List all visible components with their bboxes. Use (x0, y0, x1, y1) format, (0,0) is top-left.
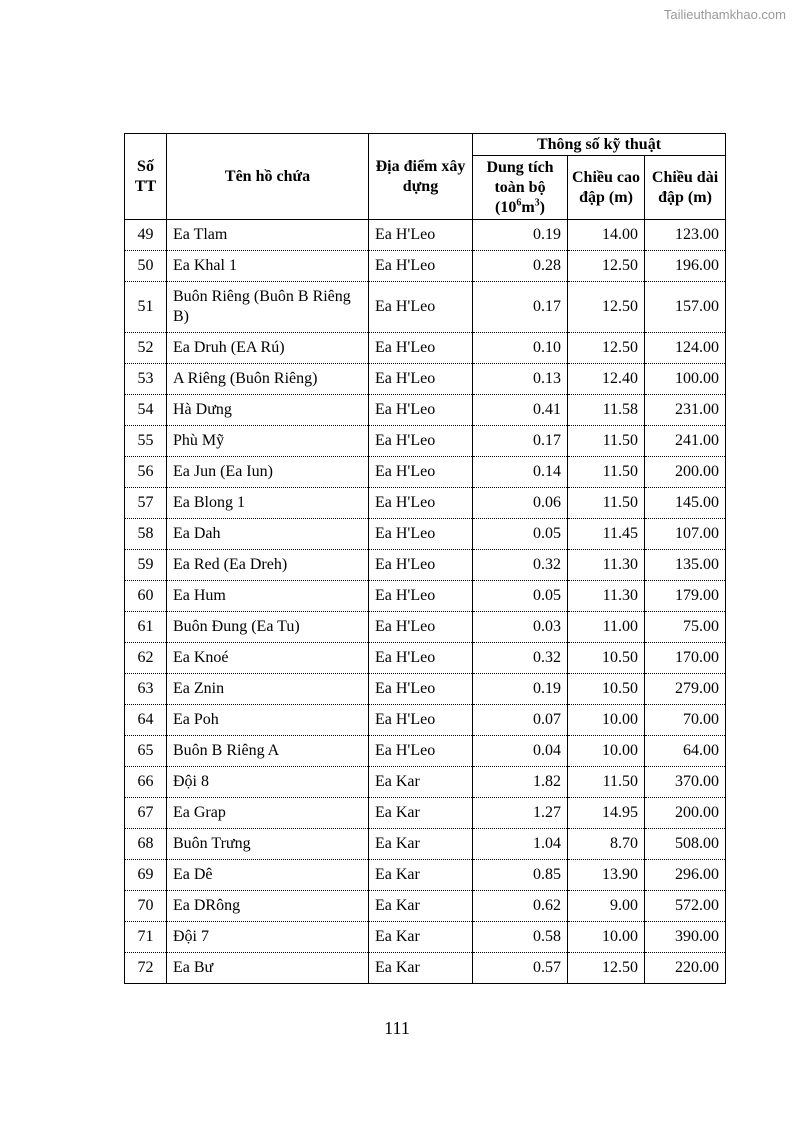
cell-place: Ea H'Leo (369, 426, 473, 457)
cell-name: Buôn Riêng (Buôn B Riêng B) (167, 282, 369, 333)
cell-place: Ea H'Leo (369, 364, 473, 395)
cell-height: 11.58 (568, 395, 645, 426)
cell-volume: 0.19 (473, 674, 568, 705)
table-row (125, 767, 726, 798)
cell-stt: 52 (125, 333, 167, 364)
cell-length: 179.00 (645, 581, 726, 612)
cell-length: 123.00 (645, 220, 726, 251)
cell-length: 135.00 (645, 550, 726, 581)
table-row (125, 550, 726, 581)
table-row (125, 674, 726, 705)
header-name: Tên hồ chứa (167, 134, 369, 220)
watermark: Tailieuthamkhao.com (663, 7, 786, 22)
cell-stt: 53 (125, 364, 167, 395)
cell-height: 14.00 (568, 220, 645, 251)
cell-place: Ea H'Leo (369, 220, 473, 251)
cell-stt: 50 (125, 251, 167, 282)
cell-stt: 63 (125, 674, 167, 705)
header-length: Chiều dài đập (m) (645, 156, 726, 220)
cell-length: 508.00 (645, 829, 726, 860)
cell-place: Ea H'Leo (369, 395, 473, 426)
cell-stt: 66 (125, 767, 167, 798)
cell-volume: 0.57 (473, 953, 568, 984)
cell-volume: 0.07 (473, 705, 568, 736)
cell-stt: 56 (125, 457, 167, 488)
header-volume (473, 156, 568, 220)
table-row (125, 829, 726, 860)
cell-length: 170.00 (645, 643, 726, 674)
cell-length: 157.00 (645, 282, 726, 333)
cell-stt: 54 (125, 395, 167, 426)
cell-name: Phù Mỹ (167, 426, 369, 457)
cell-place: Ea H'Leo (369, 488, 473, 519)
cell-name: Ea Tlam (167, 220, 369, 251)
cell-name: Ea Druh (EA Rú) (167, 333, 369, 364)
cell-height: 9.00 (568, 891, 645, 922)
cell-height: 10.00 (568, 922, 645, 953)
cell-name: Buôn Trưng (167, 829, 369, 860)
table-row (125, 282, 726, 333)
table-row (125, 457, 726, 488)
cell-stt: 58 (125, 519, 167, 550)
cell-name: Đội 8 (167, 767, 369, 798)
cell-height: 10.00 (568, 736, 645, 767)
cell-name: Ea Jun (Ea Iun) (167, 457, 369, 488)
cell-height: 13.90 (568, 860, 645, 891)
cell-volume: 0.14 (473, 457, 568, 488)
cell-name: Ea Dê (167, 860, 369, 891)
table-row (125, 519, 726, 550)
cell-place: Ea H'Leo (369, 282, 473, 333)
cell-stt: 65 (125, 736, 167, 767)
cell-stt: 61 (125, 612, 167, 643)
cell-place: Ea Kar (369, 767, 473, 798)
cell-height: 11.30 (568, 550, 645, 581)
cell-length: 231.00 (645, 395, 726, 426)
cell-stt: 57 (125, 488, 167, 519)
cell-name: Ea Dah (167, 519, 369, 550)
cell-place: Ea H'Leo (369, 581, 473, 612)
cell-volume: 0.17 (473, 426, 568, 457)
table-row (125, 333, 726, 364)
cell-length: 296.00 (645, 860, 726, 891)
cell-length: 107.00 (645, 519, 726, 550)
cell-volume: 0.06 (473, 488, 568, 519)
cell-name: A Riêng (Buôn Riêng) (167, 364, 369, 395)
cell-length: 370.00 (645, 767, 726, 798)
cell-length: 572.00 (645, 891, 726, 922)
cell-place: Ea Kar (369, 829, 473, 860)
cell-stt: 49 (125, 220, 167, 251)
cell-place: Ea H'Leo (369, 550, 473, 581)
cell-stt: 62 (125, 643, 167, 674)
cell-length: 145.00 (645, 488, 726, 519)
cell-stt: 69 (125, 860, 167, 891)
table-row (125, 220, 726, 251)
cell-name: Ea Bư (167, 953, 369, 984)
header-place: Địa điểm xây dựng (369, 134, 473, 220)
cell-height: 10.50 (568, 643, 645, 674)
table-header (125, 134, 726, 220)
cell-stt: 64 (125, 705, 167, 736)
header-technical-group: Thông số kỹ thuật (473, 134, 726, 156)
cell-stt: 60 (125, 581, 167, 612)
cell-place: Ea H'Leo (369, 736, 473, 767)
cell-volume: 1.04 (473, 829, 568, 860)
cell-volume: 0.32 (473, 643, 568, 674)
cell-stt: 59 (125, 550, 167, 581)
table-row (125, 581, 726, 612)
cell-volume: 0.04 (473, 736, 568, 767)
cell-height: 11.50 (568, 488, 645, 519)
cell-length: 241.00 (645, 426, 726, 457)
cell-height: 8.70 (568, 829, 645, 860)
cell-volume: 1.27 (473, 798, 568, 829)
cell-length: 196.00 (645, 251, 726, 282)
cell-height: 11.50 (568, 426, 645, 457)
header-volume-unit: $(10^6m^3)$ (495, 197, 545, 216)
table-row (125, 426, 726, 457)
cell-height: 12.50 (568, 953, 645, 984)
cell-length: 200.00 (645, 798, 726, 829)
cell-volume: 0.05 (473, 519, 568, 550)
cell-name: Hà Dưng (167, 395, 369, 426)
cell-length: 75.00 (645, 612, 726, 643)
cell-height: 11.50 (568, 767, 645, 798)
cell-height: 12.40 (568, 364, 645, 395)
cell-volume: 0.58 (473, 922, 568, 953)
cell-volume: 0.28 (473, 251, 568, 282)
cell-name: Ea Red (Ea Dreh) (167, 550, 369, 581)
cell-name: Ea Grap (167, 798, 369, 829)
cell-name: Ea Khal 1 (167, 251, 369, 282)
cell-name: Ea DRông (167, 891, 369, 922)
cell-stt: 51 (125, 282, 167, 333)
table-row (125, 364, 726, 395)
cell-place: Ea Kar (369, 798, 473, 829)
cell-place: Ea H'Leo (369, 612, 473, 643)
table-row (125, 643, 726, 674)
cell-stt: 71 (125, 922, 167, 953)
cell-length: 390.00 (645, 922, 726, 953)
cell-height: 12.50 (568, 282, 645, 333)
cell-place: Ea Kar (369, 860, 473, 891)
header-height: Chiều cao đập (m) (568, 156, 645, 220)
cell-height: 10.00 (568, 705, 645, 736)
cell-height: 11.45 (568, 519, 645, 550)
cell-name: Ea Knoé (167, 643, 369, 674)
table-row (125, 612, 726, 643)
cell-height: 11.00 (568, 612, 645, 643)
cell-volume: 0.17 (473, 282, 568, 333)
cell-place: Ea H'Leo (369, 457, 473, 488)
cell-name: Ea Znin (167, 674, 369, 705)
cell-length: 200.00 (645, 457, 726, 488)
cell-volume: 1.82 (473, 767, 568, 798)
cell-volume: 0.62 (473, 891, 568, 922)
cell-stt: 68 (125, 829, 167, 860)
cell-height: 12.50 (568, 251, 645, 282)
cell-height: 11.50 (568, 457, 645, 488)
cell-length: 100.00 (645, 364, 726, 395)
cell-stt: 55 (125, 426, 167, 457)
cell-height: 14.95 (568, 798, 645, 829)
table-row (125, 736, 726, 767)
cell-place: Ea Kar (369, 891, 473, 922)
cell-height: 10.50 (568, 674, 645, 705)
cell-name: Ea Hum (167, 581, 369, 612)
cell-name: Buôn B Riêng A (167, 736, 369, 767)
cell-length: 279.00 (645, 674, 726, 705)
cell-stt: 67 (125, 798, 167, 829)
cell-stt: 72 (125, 953, 167, 984)
cell-length: 70.00 (645, 705, 726, 736)
table-row (125, 953, 726, 984)
cell-height: 11.30 (568, 581, 645, 612)
cell-name: Buôn Đung (Ea Tu) (167, 612, 369, 643)
table-row (125, 251, 726, 282)
cell-volume: 0.32 (473, 550, 568, 581)
table-row (125, 860, 726, 891)
header-stt: Số TT (125, 134, 167, 220)
table-body (125, 220, 726, 984)
cell-place: Ea Kar (369, 922, 473, 953)
cell-volume: 0.41 (473, 395, 568, 426)
table-row (125, 488, 726, 519)
cell-name: Ea Blong 1 (167, 488, 369, 519)
cell-name: Ea Poh (167, 705, 369, 736)
table-row (125, 922, 726, 953)
page-number: 111 (384, 1018, 410, 1038)
table-row (125, 705, 726, 736)
cell-volume: 0.03 (473, 612, 568, 643)
cell-volume: 0.10 (473, 333, 568, 364)
cell-volume: 0.05 (473, 581, 568, 612)
header-volume-label: Dung tích toàn bộ (486, 158, 554, 196)
cell-stt: 70 (125, 891, 167, 922)
cell-place: Ea H'Leo (369, 333, 473, 364)
cell-length: 220.00 (645, 953, 726, 984)
cell-place: Ea Kar (369, 953, 473, 984)
table-row (125, 798, 726, 829)
cell-volume: 0.85 (473, 860, 568, 891)
cell-name: Đội 7 (167, 922, 369, 953)
table-row (125, 395, 726, 426)
cell-length: 124.00 (645, 333, 726, 364)
table-row (125, 891, 726, 922)
cell-place: Ea H'Leo (369, 705, 473, 736)
cell-place: Ea H'Leo (369, 251, 473, 282)
reservoir-table (124, 133, 726, 984)
cell-place: Ea H'Leo (369, 519, 473, 550)
cell-volume: 0.13 (473, 364, 568, 395)
cell-place: Ea H'Leo (369, 674, 473, 705)
cell-length: 64.00 (645, 736, 726, 767)
cell-volume: 0.19 (473, 220, 568, 251)
cell-place: Ea H'Leo (369, 643, 473, 674)
cell-height: 12.50 (568, 333, 645, 364)
